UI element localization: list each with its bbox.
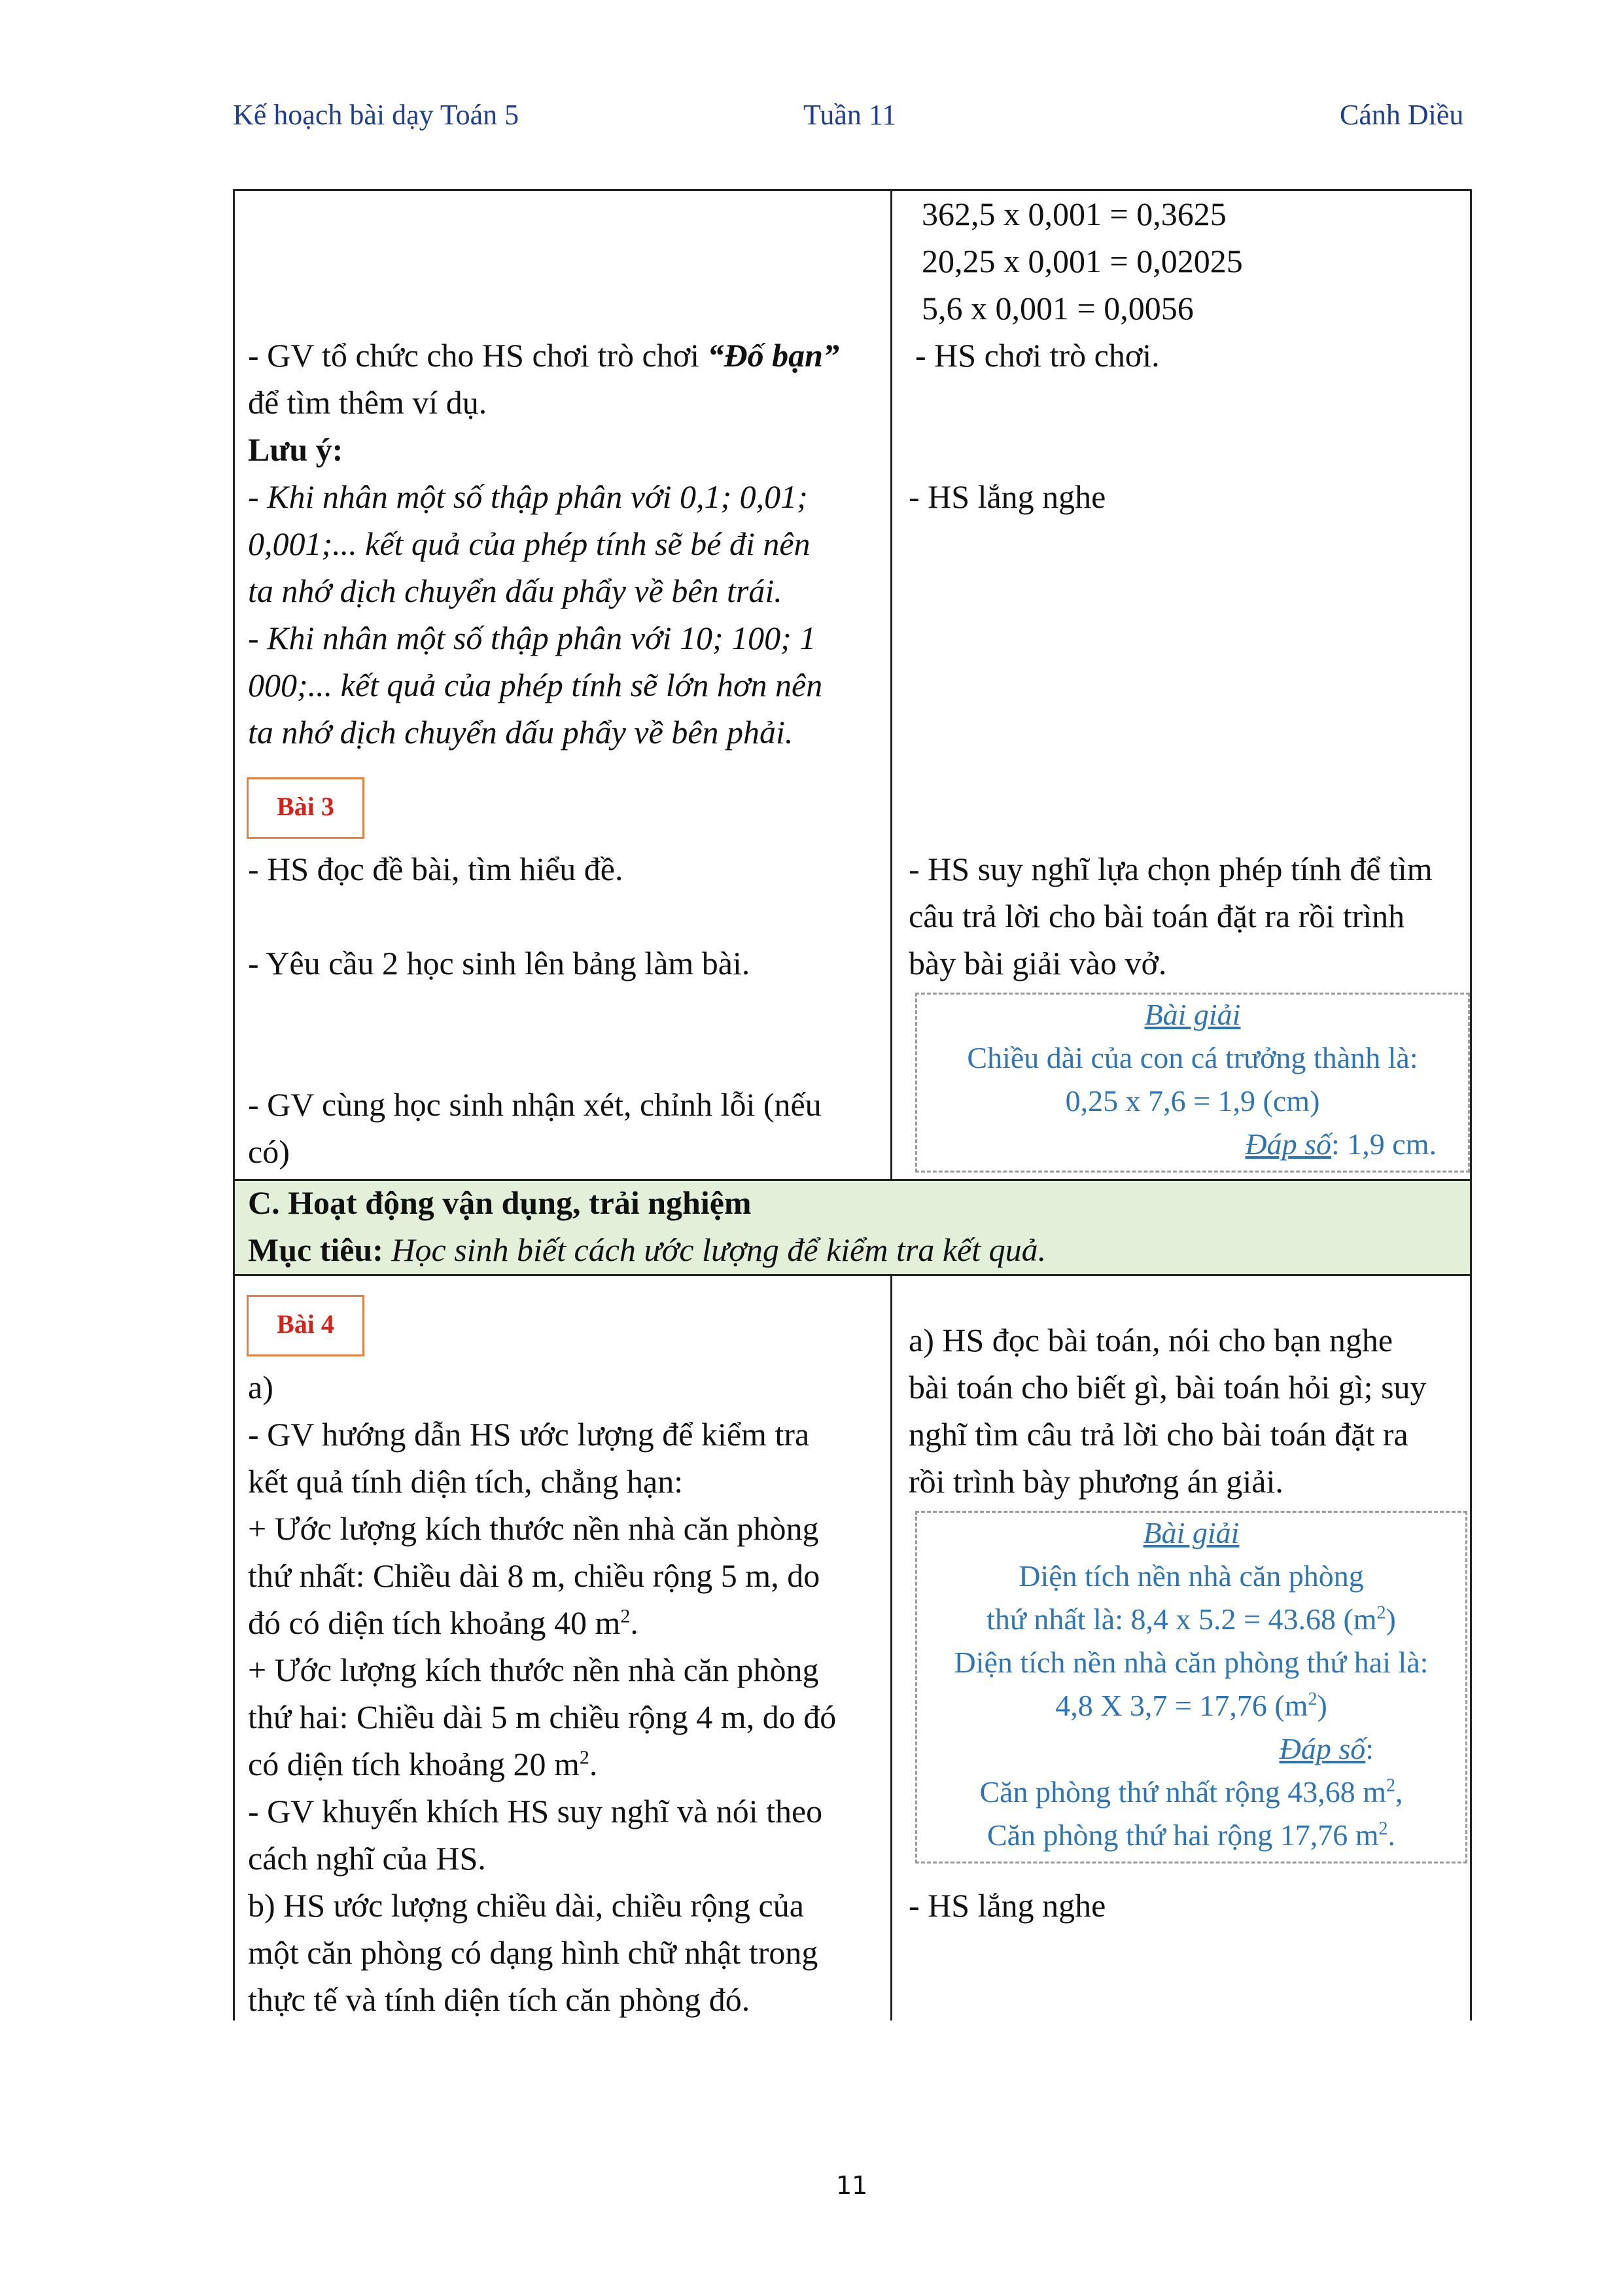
bai4-left: - GV khuyến khích HS suy nghĩ và nói theo [248,1793,823,1829]
solution-title: Bài giải [1144,998,1241,1031]
solution-line: Căn phòng thứ nhất rộng 43,68 $m^2$, [979,1775,1403,1809]
right-listen: - HS lắng nghe [909,478,1106,515]
calc-line-3: 5,6 x 0,001 = 0,0056 [922,290,1194,327]
note-line: - Khi nhân một số thập phân với 10; 100; 1 [248,620,816,656]
solution-line: 0,25 x 7,6 = 1,9 (cm) [1065,1084,1320,1118]
solution-line: Diện tích nền nhà căn phòng thứ hai là: [954,1646,1429,1679]
bai4-right: nghĩ tìm câu trả lời cho bài toán đặt ra [909,1416,1408,1453]
bai4-left: đó có diện tích khoảng 40 $m^2$. [248,1604,638,1641]
bai4-left: một căn phòng có dạng hình chữ nhật trong [248,1934,818,1971]
bai3-right-1: - HS suy nghĩ lựa chọn phép tính để tìm [909,851,1433,887]
bai3-right-2: câu trả lời cho bài toán đặt ra rồi trình [909,898,1405,934]
solution-answer: Đáp số: 1,9 cm. [1245,1127,1437,1161]
bai4-left: thực tế và tính diện tích căn phòng đó. [248,1981,750,2018]
section-c-title: C. Hoạt động vận dụng, trải nghiệm [248,1184,752,1221]
bai3-left-3: - GV cùng học sinh nhận xét, chỉnh lỗi (nếu [248,1086,822,1123]
note-line: 000;... kết quả của phép tính sẽ lớn hơn nên [248,667,823,703]
solution-line: Diện tích nền nhà căn phòng [1019,1559,1364,1593]
bai3-left-2: - Yêu cầu 2 học sinh lên bảng làm bài. [248,945,750,981]
bai3-right-3: bày bài giải vào vở. [909,945,1167,981]
calc-line-1: 362,5 x 0,001 = 0,3625 [922,196,1227,232]
solution-line: Chiều dài của con cá trưởng thành là: [967,1041,1418,1074]
bai4-left: thứ hai: Chiều dài 5 m chiều rộng 4 m, do đó [248,1699,837,1735]
section-c-goal: Mục tiêu: Học sinh biết cách ước lượng để kiểm tra kết quả. [248,1231,1047,1268]
bai4-right: a) HS đọc bài toán, nói cho bạn nghe [909,1322,1393,1358]
solution-line: Căn phòng thứ hai rộng 17,76 $m^2$. [986,1818,1396,1852]
header-left: Kế hoạch bài dạy Toán 5 [233,99,519,131]
bai4-left: thứ nhất: Chiều dài 8 m, chiều rộng 5 m, do [248,1557,820,1594]
game-instruction: - GV tổ chức cho HS chơi trò chơi “Đố bạn” [248,337,839,374]
header-center: Tuần 11 [803,99,897,131]
bai4-left: b) HS ước lượng chiều dài, chiều rộng của [248,1887,804,1924]
page-number: 11 [836,2171,868,2200]
bai4-left: cách nghĩ của HS. [248,1840,486,1877]
bai3-left-1: - HS đọc đề bài, tìm hiểu đề. [248,851,623,887]
bai4-right: bài toán cho biết gì, bài toán hỏi gì; suy [909,1369,1427,1405]
bai4-right: rồi trình bày phương án giải. [909,1463,1283,1500]
note-line: - Khi nhân một số thập phân với 0,1; 0,01; [248,478,808,515]
bai4-left: a) [248,1369,273,1405]
note-line: ta nhớ dịch chuyển dấu phẩy về bên phải. [248,714,794,751]
header-right: Cánh Diều [1340,99,1464,131]
bai4-label-box [247,1295,364,1356]
game-instruction-cont: để tìm thêm ví dụ. [248,384,487,421]
bai4-right-listen: - HS lắng nghe [909,1887,1106,1924]
bai4-left: có diện tích khoảng 20 $m^2$. [248,1746,598,1782]
bai4-left: + Ước lượng kích thước nền nhà căn phòng [248,1510,819,1547]
bai3-label-box [247,777,364,839]
solution-title: Bài giải [1143,1516,1240,1549]
bai3-solution-box [915,993,1470,1173]
note-line: ta nhớ dịch chuyển dấu phẩy về bên trái. [248,573,782,609]
solution-answer: Đáp số: [1279,1732,1374,1765]
solution-line: 4,8 X 3,7 = 17,76 $(m^2)$ [1055,1689,1327,1722]
lesson-table [233,189,1472,2021]
bai3-label: Bài 3 [277,792,334,821]
calc-line-2: 20,25 x 0,001 = 0,02025 [922,243,1243,279]
bai4-left: - GV hướng dẫn HS ước lượng để kiểm tra [248,1416,810,1453]
bai3-left-4: có) [248,1133,290,1170]
note-line: 0,001;... kết quả của phép tính sẽ bé đi nên [248,525,811,562]
bai4-label: Bài 4 [277,1309,334,1339]
right-game: - HS chơi trò chơi. [915,337,1160,374]
note-title: Lưu ý: [248,431,343,468]
solution-line: thứ nhất là: 8,4 x 5.2 = 43.68 $(m^2)$ [986,1602,1396,1636]
bai4-left: + Ước lượng kích thước nền nhà căn phòng [248,1651,819,1688]
bai4-left: kết quả tính diện tích, chẳng hạn: [248,1463,684,1500]
bai4-solution-box [915,1511,1467,1863]
